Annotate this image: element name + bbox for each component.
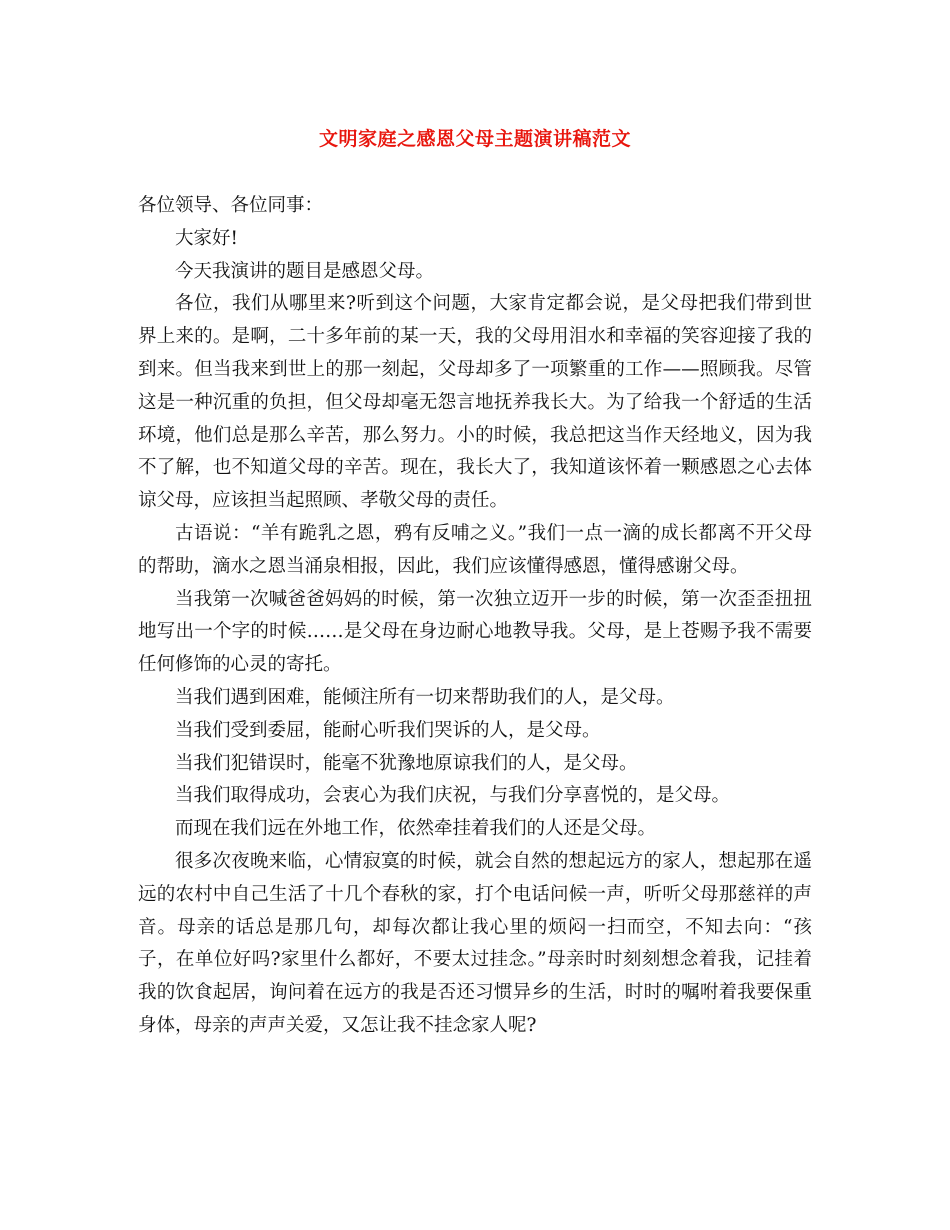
document-title: 文明家庭之感恩父母主题演讲稿范文 — [318, 128, 631, 150]
paragraph: 当我们受到委屈，能耐心听我们哭诉的人，是父母。 — [175, 719, 601, 741]
paragraph: 当我们遇到困难，能倾注所有一切来帮助我们的人，是父母。 — [175, 686, 675, 708]
paragraph: 而现在我们远在外地工作，依然牵挂着我们的人还是父母。 — [175, 818, 657, 840]
paragraph: 当我第一次喊爸爸妈妈的时候，第一次独立迈开一步的时候，第一次歪歪扭扭地写出一个字的时候……是父母在身边耐心地教导我。父母，是上苍赐予我不需要任何修饰的心灵的寄托。 — [138, 588, 812, 676]
paragraph: 今天我演讲的题目是感恩父母。 — [175, 260, 435, 282]
paragraph: 大家好! — [175, 227, 238, 249]
paragraph: 各位，我们从哪里来?听到这个问题，大家肯定都会说，是父母把我们带到世界上来的。是啊，二十多年前的某一天，我的父母用泪水和幸福的笑容迎接了我的到来。但当我来到世上的那一刻起，父母却多了一项繁重的工作——照顾我。尽管这是一种沉重的负担，但父母却毫无怨言地抚养我长大。为了给我一个舒适的生活环境，他们总是那么辛苦，那么努力。小的时候，我总把这当作天经地义，因为我不了解，也不知道父母的辛苦。现在，我长大了，我知道该怀着一颗感恩之心去体谅父母，应该担当起照顾、孝敬父母的责任。 — [138, 293, 812, 512]
paragraph: 当我们犯错误时，能毫不犹豫地原谅我们的人，是父母。 — [175, 752, 638, 774]
paragraph: 古语说：“羊有跪乳之恩，鸦有反哺之义。”我们一点一滴的成长都离不开父母的帮助，滴水之恩当涌泉相报，因此，我们应该懂得感恩，懂得感谢父母。 — [138, 522, 812, 577]
salutation: 各位领导、各位同事： — [138, 195, 324, 216]
paragraph: 当我们取得成功，会衷心为我们庆祝，与我们分享喜悦的，是父母。 — [175, 785, 731, 807]
paragraph: 很多次夜晚来临，心情寂寞的时候，就会自然的想起远方的家人，想起那在遥远的农村中自己生活了十几个春秋的家，打个电话问候一声，听听父母那慈祥的声音。母亲的话总是那几句，却每次都让我心里的烦闷一扫而空，不知去向：“孩子，在单位好吗?家里什么都好，不要太过挂念。”母亲时时刻刻想念着我，记挂着我的饮食起居，询问着在远方的我是否还习惯异乡的生活，时时的嘱咐着我要保重身体，母亲的声声关爱，又怎让我不挂念家人呢? — [138, 850, 812, 1036]
document-body — [138, 190, 812, 1043]
